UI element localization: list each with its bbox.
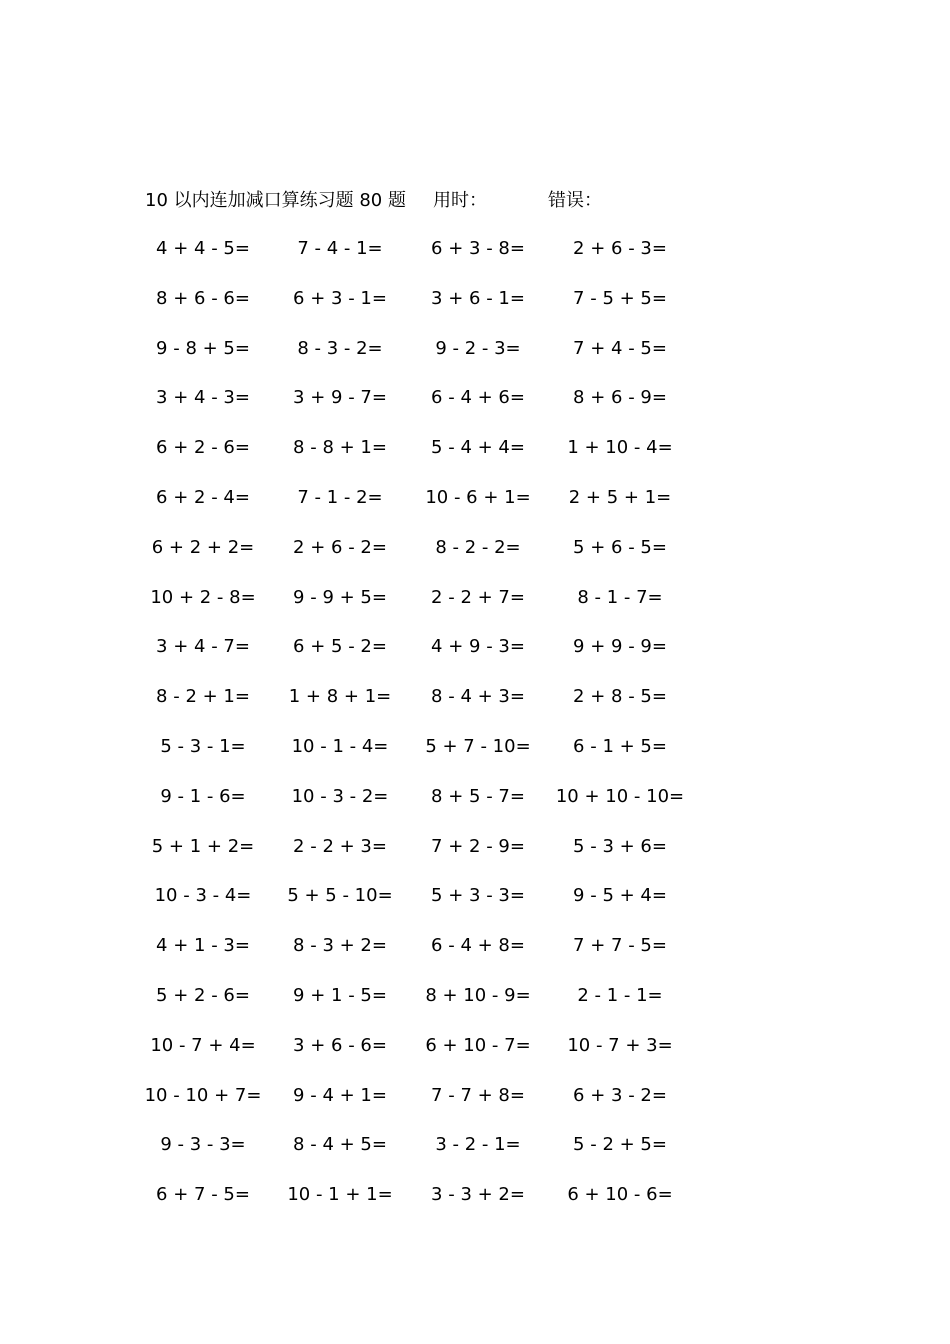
math-problem: 8 + 6 - 6= xyxy=(156,287,250,309)
problem-row xyxy=(0,435,950,485)
math-problem: 10 - 1 + 1= xyxy=(287,1184,393,1206)
math-problem: 6 + 2 - 6= xyxy=(156,437,250,459)
problem-row xyxy=(0,286,950,336)
math-problem: 3 + 6 - 6= xyxy=(293,1034,387,1056)
math-problem: 9 - 2 - 3= xyxy=(435,337,521,359)
math-problem: 8 + 10 - 9= xyxy=(425,984,531,1006)
math-problem: 6 - 4 + 6= xyxy=(431,387,525,409)
worksheet-title: 10 以内连加减口算练习题 80 题 xyxy=(145,190,406,211)
problem-row xyxy=(0,1033,950,1083)
problem-row xyxy=(0,485,950,535)
problem-row xyxy=(0,336,950,386)
math-problem: 2 - 2 + 3= xyxy=(293,835,387,857)
math-problem: 3 + 6 - 1= xyxy=(431,287,525,309)
math-problem: 6 + 7 - 5= xyxy=(156,1184,250,1206)
math-problem: 6 + 3 - 2= xyxy=(573,1084,667,1106)
math-problem: 2 + 6 - 3= xyxy=(573,238,667,259)
worksheet-header xyxy=(0,188,950,214)
math-problem: 10 - 7 + 4= xyxy=(150,1034,256,1056)
math-problem: 5 + 2 - 6= xyxy=(156,984,250,1006)
problem-row xyxy=(0,784,950,834)
math-problem: 9 - 3 - 3= xyxy=(160,1134,246,1156)
math-problem: 6 + 10 - 6= xyxy=(567,1184,673,1206)
problem-row xyxy=(0,983,950,1033)
math-problem: 8 - 3 + 2= xyxy=(293,935,387,957)
math-problem: 6 + 3 - 1= xyxy=(293,287,387,309)
math-problem: 4 + 1 - 3= xyxy=(156,935,250,957)
problem-row xyxy=(0,684,950,734)
math-problem: 5 - 2 + 5= xyxy=(573,1134,667,1156)
math-problem: 8 - 2 + 1= xyxy=(156,686,250,708)
problem-grid xyxy=(0,236,950,1232)
math-problem: 6 + 5 - 2= xyxy=(293,636,387,658)
math-problem: 6 + 10 - 7= xyxy=(425,1034,531,1056)
math-problem: 5 - 4 + 4= xyxy=(431,437,525,459)
math-problem: 6 - 4 + 8= xyxy=(431,935,525,957)
math-problem: 7 + 4 - 5= xyxy=(573,337,667,359)
problem-row xyxy=(0,834,950,884)
math-problem: 7 + 7 - 5= xyxy=(573,935,667,957)
math-problem: 1 + 8 + 1= xyxy=(288,686,392,708)
math-problem: 7 + 2 - 9= xyxy=(431,835,525,857)
math-problem: 3 + 4 - 3= xyxy=(156,387,250,409)
math-problem: 3 + 9 - 7= xyxy=(293,387,387,409)
math-problem: 9 - 4 + 1= xyxy=(293,1084,387,1106)
math-problem: 10 - 3 - 2= xyxy=(291,785,389,807)
problem-row xyxy=(0,1132,950,1182)
math-problem: 9 + 1 - 5= xyxy=(293,984,387,1006)
math-problem: 4 + 9 - 3= xyxy=(431,636,525,658)
math-problem: 10 - 7 + 3= xyxy=(567,1034,673,1056)
problem-row xyxy=(0,634,950,684)
math-problem: 10 - 10 + 7= xyxy=(144,1084,262,1106)
math-problem: 3 + 4 - 7= xyxy=(156,636,250,658)
math-problem: 6 - 1 + 5= xyxy=(573,735,667,757)
math-problem: 7 - 1 - 2= xyxy=(297,486,383,508)
math-problem: 2 - 1 - 1= xyxy=(577,984,663,1006)
math-problem: 3 - 2 - 1= xyxy=(435,1134,521,1156)
math-problem: 5 + 5 - 10= xyxy=(287,885,393,907)
errors-label: 错误： xyxy=(548,190,602,211)
math-problem: 9 - 5 + 4= xyxy=(573,885,667,907)
math-problem: 1 + 10 - 4= xyxy=(567,437,673,459)
math-problem: 6 + 3 - 8= xyxy=(431,238,525,259)
problem-row xyxy=(0,933,950,983)
math-problem: 7 - 7 + 8= xyxy=(431,1084,525,1106)
math-problem: 6 + 2 + 2= xyxy=(151,536,255,558)
math-problem: 5 + 6 - 5= xyxy=(573,536,667,558)
math-problem: 5 - 3 + 6= xyxy=(573,835,667,857)
math-problem: 8 - 4 + 5= xyxy=(293,1134,387,1156)
math-problem: 8 - 8 + 1= xyxy=(293,437,387,459)
math-problem: 9 - 1 - 6= xyxy=(160,785,246,807)
math-problem: 8 - 1 - 7= xyxy=(577,586,663,608)
math-problem: 10 - 3 - 4= xyxy=(154,885,252,907)
problem-row xyxy=(0,535,950,585)
math-problem: 6 + 2 - 4= xyxy=(156,486,250,508)
math-problem: 8 + 5 - 7= xyxy=(431,785,525,807)
problem-row xyxy=(0,385,950,435)
problem-row xyxy=(0,1083,950,1133)
time-used-label: 用时： xyxy=(433,190,487,211)
math-problem: 10 + 10 - 10= xyxy=(555,785,685,807)
math-problem: 5 + 3 - 3= xyxy=(431,885,525,907)
math-problem: 5 + 7 - 10= xyxy=(425,735,531,757)
math-problem: 2 + 5 + 1= xyxy=(568,486,672,508)
math-problem: 2 + 6 - 2= xyxy=(293,536,387,558)
problem-row xyxy=(0,734,950,784)
problem-row xyxy=(0,236,950,286)
math-problem: 5 - 3 - 1= xyxy=(160,735,246,757)
problem-row xyxy=(0,585,950,635)
math-problem: 8 - 4 + 3= xyxy=(431,686,525,708)
math-problem: 2 + 8 - 5= xyxy=(573,686,667,708)
math-problem: 10 + 2 - 8= xyxy=(150,586,256,608)
math-problem: 5 + 1 + 2= xyxy=(151,835,255,857)
math-problem: 7 - 5 + 5= xyxy=(573,287,667,309)
math-problem: 8 - 2 - 2= xyxy=(435,536,521,558)
math-problem: 10 - 1 - 4= xyxy=(291,735,389,757)
math-problem: 2 - 2 + 7= xyxy=(431,586,525,608)
math-problem: 8 - 3 - 2= xyxy=(297,337,383,359)
math-problem: 9 + 9 - 9= xyxy=(573,636,667,658)
problem-row xyxy=(0,1182,950,1232)
math-problem: 7 - 4 - 1= xyxy=(297,238,383,259)
math-problem: 9 - 8 + 5= xyxy=(156,337,250,359)
problem-row xyxy=(0,883,950,933)
math-problem: 4 + 4 - 5= xyxy=(156,238,250,259)
math-problem: 9 - 9 + 5= xyxy=(293,586,387,608)
math-problem: 8 + 6 - 9= xyxy=(573,387,667,409)
math-problem: 10 - 6 + 1= xyxy=(425,486,531,508)
math-problem: 3 - 3 + 2= xyxy=(431,1184,525,1206)
